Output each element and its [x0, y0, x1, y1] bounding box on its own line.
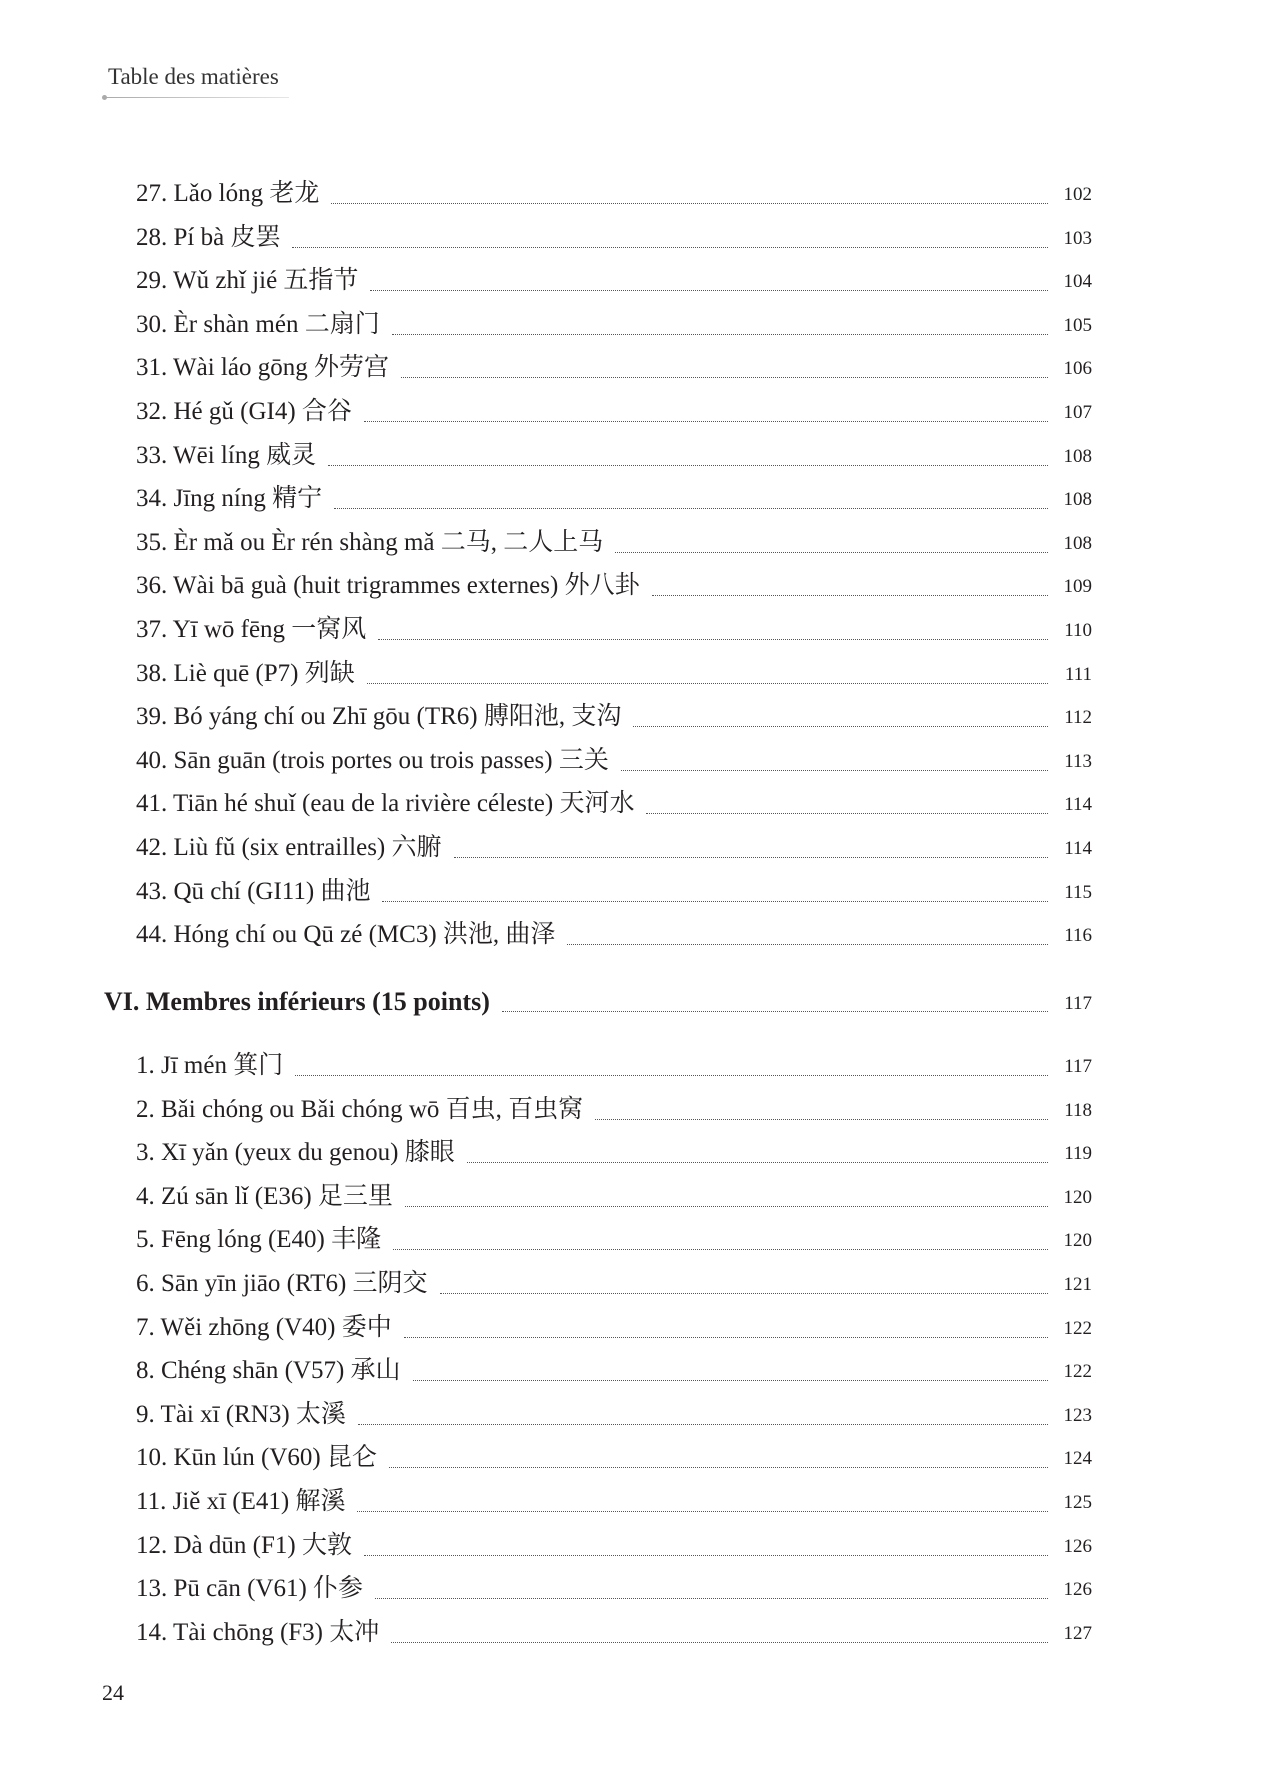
toc-entry-title: 33. Wēi líng 威灵: [136, 442, 317, 469]
toc-entry-title: 13. Pū cān (V61) 仆参: [136, 1575, 364, 1602]
toc-entry-page: 127: [1063, 1623, 1092, 1644]
toc-entry-page: 121: [1063, 1274, 1092, 1295]
dot-leader: [375, 1598, 1048, 1599]
toc-entry: [136, 525, 1092, 561]
toc-entry: [136, 1048, 1092, 1084]
toc-entry: [136, 1440, 1092, 1476]
toc-entry-page: 126: [1063, 1536, 1092, 1557]
toc-entry-page: 124: [1063, 1448, 1092, 1469]
toc-entry: [136, 874, 1092, 910]
dot-leader: [393, 1249, 1048, 1250]
toc-entry-page: 120: [1063, 1230, 1092, 1251]
toc-entry-title: 35. Èr mǎ ou Èr rén shàng mǎ 二马, 二人上马: [136, 529, 604, 556]
dot-leader: [367, 683, 1048, 684]
toc-entry-title: 4. Zú sān lǐ (E36) 足三里: [136, 1183, 393, 1210]
dot-leader: [621, 770, 1048, 771]
toc-entry-title: 30. Èr shàn mén 二扇门: [136, 311, 380, 338]
toc-entry-title: 29. Wǔ zhǐ jié 五指节: [136, 267, 359, 294]
toc-entry-title: 36. Wài bā guà (huit trigrammes externes) 外八卦: [136, 572, 640, 599]
toc-entry-page: 115: [1064, 882, 1092, 903]
dot-leader: [401, 377, 1048, 378]
toc-entry-title: 37. Yī wō fēng 一窝风: [136, 616, 367, 643]
dot-leader: [502, 1011, 1048, 1012]
toc-entry-title: 8. Chéng shān (V57) 承山: [136, 1357, 401, 1384]
toc-entry: [136, 1179, 1092, 1215]
toc-entry-page: 114: [1064, 838, 1092, 859]
toc-entry-title: 9. Tài xī (RN3) 太溪: [136, 1401, 346, 1428]
toc-entry-page: 107: [1063, 402, 1092, 423]
dot-leader: [440, 1293, 1048, 1294]
toc-entry-page: 116: [1064, 925, 1092, 946]
dot-leader: [652, 595, 1048, 596]
toc-entry-page: 123: [1063, 1405, 1092, 1426]
dot-leader: [370, 290, 1048, 291]
toc-entry: [136, 1353, 1092, 1389]
toc-entry-title: 34. Jīng níng 精宁: [136, 485, 323, 512]
page-number: 24: [102, 1680, 124, 1705]
toc-entry: [136, 743, 1092, 779]
toc-entry-title: 28. Pí bà 皮罢: [136, 224, 281, 251]
toc-entry-page: 113: [1064, 751, 1092, 772]
toc-entry-title: 11. Jiě xī (E41) 解溪: [136, 1488, 346, 1515]
dot-leader: [646, 813, 1048, 814]
toc-entry-page: 119: [1064, 1143, 1092, 1164]
toc-entry: [136, 176, 1092, 212]
toc-entry-title: 40. Sān guān (trois portes ou trois passes) 三关: [136, 747, 609, 774]
toc-entry: [136, 481, 1092, 517]
toc-entry-title: 32. Hé gǔ (GI4) 合谷: [136, 398, 352, 425]
toc-entry: [136, 1615, 1092, 1651]
toc-entry-title: 2. Bǎi chóng ou Bǎi chóng wō 百虫, 百虫窝: [136, 1096, 584, 1123]
toc-entry: [136, 1310, 1092, 1346]
toc-entry: [136, 656, 1092, 692]
dot-leader: [292, 247, 1048, 248]
toc-entry: [136, 568, 1092, 604]
dot-leader: [364, 421, 1048, 422]
dot-leader: [358, 1424, 1048, 1425]
toc-entry: [136, 1397, 1092, 1433]
dot-leader: [378, 639, 1048, 640]
toc-entry-page: 108: [1063, 533, 1092, 554]
toc-entry-title: 31. Wài láo gōng 外劳宫: [136, 354, 389, 381]
toc-entry-page: 117: [1064, 1056, 1092, 1077]
toc-entry: [136, 1266, 1092, 1302]
toc-entry-page: 103: [1063, 228, 1092, 249]
toc-entry-page: 125: [1063, 1492, 1092, 1513]
dot-leader: [334, 508, 1048, 509]
running-header: Table des matières: [108, 64, 279, 89]
dot-leader: [357, 1511, 1048, 1512]
toc-entry: [136, 307, 1092, 343]
dot-leader: [567, 944, 1048, 945]
toc-entry-title: 14. Tài chōng (F3) 太冲: [136, 1619, 380, 1646]
dot-leader: [633, 726, 1048, 727]
toc-entry-title: 7. Wěi zhōng (V40) 委中: [136, 1314, 392, 1341]
toc-entry-title: 12. Dà dūn (F1) 大敦: [136, 1532, 352, 1559]
dot-leader: [413, 1380, 1048, 1381]
toc-entry-page: 108: [1063, 489, 1092, 510]
toc-entry: [136, 1571, 1092, 1607]
dot-leader: [404, 1337, 1048, 1338]
dot-leader: [467, 1162, 1048, 1163]
toc-entry-title: 27. Lǎo lóng 老龙: [136, 180, 320, 207]
toc-entry: [136, 786, 1092, 822]
dot-leader: [454, 857, 1049, 858]
toc-entry: [136, 1484, 1092, 1520]
toc-entry-title: 5. Fēng lóng (E40) 丰隆: [136, 1226, 382, 1253]
toc-entry: [136, 830, 1092, 866]
toc-entry-title: 6. Sān yīn jiāo (RT6) 三阴交: [136, 1270, 428, 1297]
dot-leader: [295, 1075, 1048, 1076]
dot-leader: [331, 203, 1048, 204]
dot-leader: [382, 901, 1048, 902]
section-page-number: 117: [1064, 993, 1092, 1014]
dot-leader: [615, 552, 1048, 553]
toc-entry-page: 110: [1064, 620, 1092, 641]
toc-entry-title: 38. Liè quē (P7) 列缺: [136, 660, 355, 687]
toc-entry-page: 122: [1063, 1361, 1092, 1382]
toc-entry: [136, 1528, 1092, 1564]
toc-entry-page: 126: [1063, 1579, 1092, 1600]
toc-entry-page: 104: [1063, 271, 1092, 292]
dot-leader: [391, 1642, 1048, 1643]
dot-leader: [364, 1555, 1048, 1556]
toc-entry: [136, 1135, 1092, 1171]
section-heading: [104, 982, 1092, 1022]
dot-leader: [389, 1467, 1048, 1468]
toc-entry-page: 102: [1063, 184, 1092, 205]
dot-leader: [328, 465, 1048, 466]
toc-entry: [136, 263, 1092, 299]
toc-entry-title: 43. Qū chí (GI11) 曲池: [136, 878, 371, 905]
header-rule: [103, 97, 289, 98]
toc-entry: [136, 612, 1092, 648]
dot-leader: [405, 1206, 1048, 1207]
toc-entry-title: 1. Jī mén 箕门: [136, 1052, 284, 1079]
toc-entry: [136, 1092, 1092, 1128]
toc-entry-title: 10. Kūn lún (V60) 昆仑: [136, 1444, 377, 1471]
toc-entry-page: 114: [1064, 794, 1092, 815]
toc-entry-title: 41. Tiān hé shuǐ (eau de la rivière céleste) 天河水: [136, 790, 635, 817]
dot-leader: [392, 334, 1048, 335]
toc-entry-page: 112: [1064, 707, 1092, 728]
dot-leader: [595, 1119, 1048, 1120]
toc-entry: [136, 350, 1092, 386]
toc-entry-page: 109: [1063, 576, 1092, 597]
toc-entry-page: 105: [1063, 315, 1092, 336]
section-title: VI. Membres inférieurs (15 points): [104, 987, 490, 1016]
toc-entry: [136, 220, 1092, 256]
toc-entry-page: 118: [1064, 1100, 1092, 1121]
toc-entry-page: 111: [1064, 664, 1092, 685]
toc-entry-title: 39. Bó yáng chí ou Zhī gōu (TR6) 膊阳池, 支沟: [136, 703, 622, 730]
toc-entry: [136, 699, 1092, 735]
toc-entry-title: 44. Hóng chí ou Qū zé (MC3) 洪池, 曲泽: [136, 921, 556, 948]
toc-entry-page: 120: [1063, 1187, 1092, 1208]
toc-entry: [136, 394, 1092, 430]
toc-entry-title: 42. Liù fǔ (six entrailles) 六腑: [136, 834, 442, 861]
toc-entry-title: 3. Xī yǎn (yeux du genou) 膝眼: [136, 1139, 455, 1166]
toc-entry: [136, 438, 1092, 474]
toc-entry: [136, 1222, 1092, 1258]
toc-entry-page: 108: [1063, 446, 1092, 467]
toc-entry-page: 122: [1063, 1318, 1092, 1339]
toc-entry-page: 106: [1063, 358, 1092, 379]
toc-entry: [136, 917, 1092, 953]
